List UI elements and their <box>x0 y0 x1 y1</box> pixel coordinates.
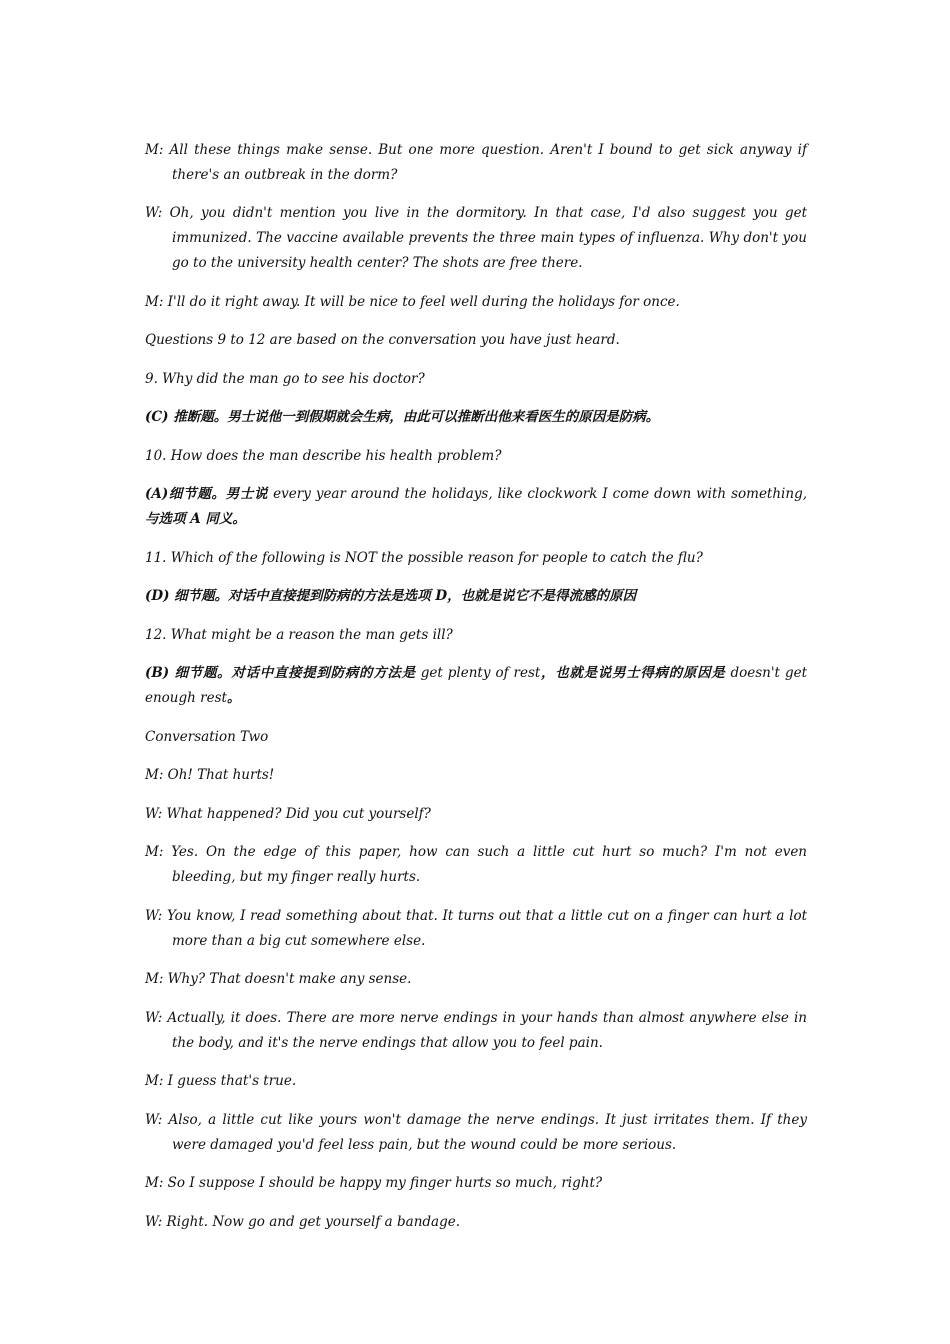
question-12: 12. What might be a reason the man gets ill? <box>145 626 453 643</box>
answer-12-quote-2: doesn't get enough rest <box>145 665 808 706</box>
document-body <box>145 124 807 1247</box>
dialogue-line: M: Why? That doesn't make any sense. <box>145 971 412 987</box>
question-9: 9. Why did the man go to see his doctor? <box>145 370 425 387</box>
dialogue-line: M: All these things make sense. But one more question. Aren't I bound to get sick anyway if there's an outbreak in the dorm? <box>145 141 807 183</box>
dialogue-line: W: You know, I read something about that. It turns out that a little cut on a finger can hurt a lot more than a big cut somewhere else. <box>145 907 807 949</box>
answer-12 <box>145 661 807 711</box>
dialogue-line: M: So I suppose I should be happy my finger hurts so much, right? <box>145 1175 603 1191</box>
dialogue-line: M: I'll do it right away. It will be nice to feel well during the holidays for once. <box>145 293 680 310</box>
answer-10-part-2: 与选项 A 同义。 <box>145 511 246 527</box>
dialogue-line: W: What happened? Did you cut yourself? <box>145 805 431 822</box>
answer-10-part-1: (A)细节题。男士说 <box>145 486 269 502</box>
dialogue-line: M: Yes. On the edge of this paper, how can such a little cut hurt so much? I'm not even bleeding, but my finger really hurts. <box>145 844 807 885</box>
dialogue-line: M: I guess that's true. <box>145 1073 297 1089</box>
dialogue-line: W: Right. Now go and get yourself a bandage. <box>145 1213 461 1230</box>
answer-11: (D) 细节题。对话中直接提到防病的方法是选项 D，也就是说它不是得流感的原因 <box>145 588 637 604</box>
answer-10-quote: every year around the holidays, like clockwork I come down with something, <box>268 486 808 502</box>
section-heading: Conversation Two <box>145 728 269 745</box>
answer-12-part-1: (B) 细节题。对话中直接提到防病的方法是 <box>145 665 416 681</box>
question-10: 10. How does the man describe his health problem? <box>145 447 502 464</box>
dialogue-line: W: Oh, you didn't mention you live in the dormitory. In that case, I'd also suggest you get immunized. The vaccine available prevents the three main types of influenza. Why don't you go to the university health center? The shots are free there. <box>145 205 807 271</box>
answer-12-quote-1: get plenty of rest <box>415 665 541 681</box>
dialogue-line: W: Actually, it does. There are more nerve endings in your hands than almost anywhere else in the body, and it's the nerve endings that allow you to feel pain. <box>145 1009 807 1051</box>
dialogue-line: M: Oh! That hurts! <box>145 767 275 783</box>
dialogue-line: W: Also, a little cut like yours won't damage the nerve endings. It just irritates them. If they were damaged you'd feel less pain, but the wound could be more serious. <box>145 1111 807 1153</box>
answer-10 <box>145 482 807 532</box>
question-11: 11. Which of the following is NOT the possible reason for people to catch the flu? <box>145 549 703 566</box>
answer-12-part-3: 。 <box>226 690 241 706</box>
answer-9: (C) 推断题。男士说他一到假期就会生病，由此可以推断出他来看医生的原因是防病。 <box>145 409 660 425</box>
answer-12-part-2: ，也就是说男士得病的原因是 <box>540 665 726 681</box>
questions-intro: Questions 9 to 12 are based on the conversation you have just heard. <box>145 332 620 348</box>
